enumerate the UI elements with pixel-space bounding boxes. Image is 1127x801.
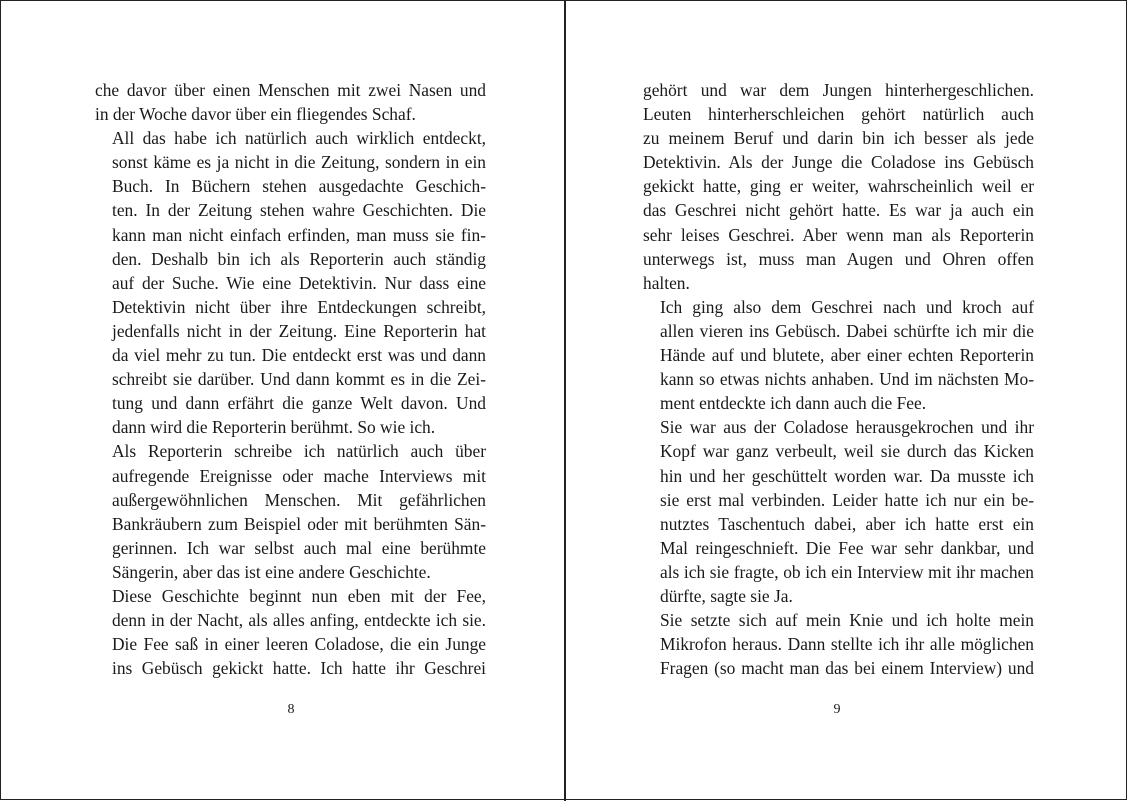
paragraph	[95, 126, 486, 439]
text-line: Diese Geschichte beginnt nun eben mit der Fee,	[112, 585, 486, 606]
text-line: che davor über einen Menschen mit zwei Nasen und	[95, 80, 486, 100]
text-line: da viel mehr zu tun. Die entdeckt erst was und dann	[112, 345, 486, 366]
text-line: Sie war aus der Coladose herausgekrochen und ihr	[660, 417, 1034, 438]
text-line: Ich ging also dem Geschrei nach und kroch auf	[660, 296, 1034, 317]
text-line: Hände auf und blutete, aber einer echten Reporterin	[660, 345, 1034, 366]
text-line: außergewöhnlichen Menschen. Mit gefährlichen	[112, 489, 486, 510]
left-page	[1, 1, 564, 801]
right-page	[566, 1, 1127, 801]
text-line: Sängerin, aber das ist eine andere Geschichte.	[112, 561, 431, 582]
text-line: dann wird die Reporterin berühmt. So wie ich.	[112, 417, 436, 438]
text-line: schreibt sie darüber. Und dann kommt es in die Zei-	[112, 369, 486, 390]
text-line: Die Fee saß in einer leeren Coladose, die ein Junge	[112, 634, 486, 655]
text-line: sehr leises Geschrei. Aber wenn man als Reporterin	[643, 224, 1034, 245]
text-line: nutztes Taschentuch dabei, aber ich hatte erst ein	[660, 513, 1034, 534]
paragraph	[643, 295, 1034, 415]
text-line: als ich sie fragte, ob ich ein Interview mit ihr machen	[660, 561, 1034, 582]
page-number: 9	[833, 702, 841, 717]
text-line: kann man nicht einfach erfinden, man muss sie fin-	[112, 224, 486, 245]
text-line: tung und dann erfährt die ganze Welt davon. Und	[112, 393, 486, 414]
text-line: gekickt hatte, ging er weiter, wahrscheinlich weil er	[643, 176, 1034, 197]
text-line: Leuten hinterherschleichen gehört natürlich auch	[643, 104, 1034, 125]
page-number: 8	[287, 702, 295, 717]
text-line: jedenfalls nicht in der Zeitung. Eine Reporterin hat	[112, 320, 486, 341]
text-line: gerinnen. Ich war selbst auch mal eine berühmte	[112, 537, 486, 558]
text-line: Detektivin. Als der Junge die Coladose ins Gebüsch	[643, 152, 1034, 173]
paragraph	[643, 608, 1034, 680]
right-page-text	[643, 78, 1034, 680]
text-line: Buch. In Büchern stehen ausgedachte Geschich-	[112, 176, 486, 197]
text-line: Als Reporterin schreibe ich natürlich auch über	[112, 441, 486, 462]
text-line: halten.	[643, 272, 690, 293]
text-line: das Geschrei nicht gehört hatte. Es war ja auch ein	[643, 200, 1034, 221]
paragraph	[95, 78, 486, 126]
text-line: gehört und war dem Jungen hinterhergeschlichen.	[643, 80, 1034, 100]
text-line: den. Deshalb bin ich als Reporterin auch ständig	[112, 248, 486, 269]
text-line: auf der Suche. Wie eine Detektivin. Nur dass eine	[112, 272, 486, 293]
text-line: in der Woche davor über ein fliegendes Schaf.	[95, 104, 416, 125]
text-line: Mal reingeschnieft. Die Fee war sehr dankbar, und	[660, 537, 1034, 558]
paragraph	[643, 78, 1034, 295]
text-line: zu meinem Beruf und darin bin ich besser als jede	[643, 128, 1034, 149]
text-line: All das habe ich natürlich auch wirklich entdeckt,	[112, 128, 486, 149]
text-line: hin und her geschüttelt worden war. Da musste ich	[660, 465, 1034, 486]
text-line: Mikrofon heraus. Dann stellte ich ihr alle möglichen	[660, 634, 1034, 655]
text-line: denn in der Nacht, als alles anfing, entdeckte ich sie.	[112, 610, 486, 631]
paragraph	[643, 415, 1034, 608]
paragraph	[95, 584, 486, 680]
text-line: dürfte, sagte sie Ja.	[660, 585, 793, 606]
text-line: ment entdeckte ich dann auch die Fee.	[660, 393, 927, 414]
text-line: aufregende Ereignisse oder mache Interviews mit	[112, 465, 486, 486]
text-line: allen vieren ins Gebüsch. Dabei schürfte ich mir die	[660, 320, 1034, 341]
text-line: Bankräubern zum Beispiel oder mit berühmten Sän-	[112, 513, 486, 534]
text-line: Detektivin nicht über ihre Entdeckungen schreibt,	[112, 296, 486, 317]
text-line: Kopf war ganz verbeult, weil sie durch das Kicken	[660, 441, 1034, 462]
text-line: sonst käme es ja nicht in die Zeitung, sondern in ein	[112, 152, 486, 173]
left-page-text	[95, 78, 486, 680]
text-line: unterwegs ist, muss man Augen und Ohren offen	[643, 248, 1034, 269]
text-line: Sie setzte sich auf mein Knie und ich holte mein	[660, 610, 1034, 631]
paragraph	[95, 439, 486, 584]
text-line: sie erst mal verbinden. Leider hatte ich nur ein be-	[660, 489, 1034, 510]
text-line: ten. In der Zeitung stehen wahre Geschichten. Die	[112, 200, 486, 221]
text-line: ins Gebüsch gekickt hatte. Ich hatte ihr Geschrei	[112, 658, 486, 679]
text-line: Fragen (so macht man das bei einem Interview) und	[660, 658, 1034, 679]
text-line: kann so etwas nichts anhaben. Und im nächsten Mo-	[660, 369, 1034, 390]
